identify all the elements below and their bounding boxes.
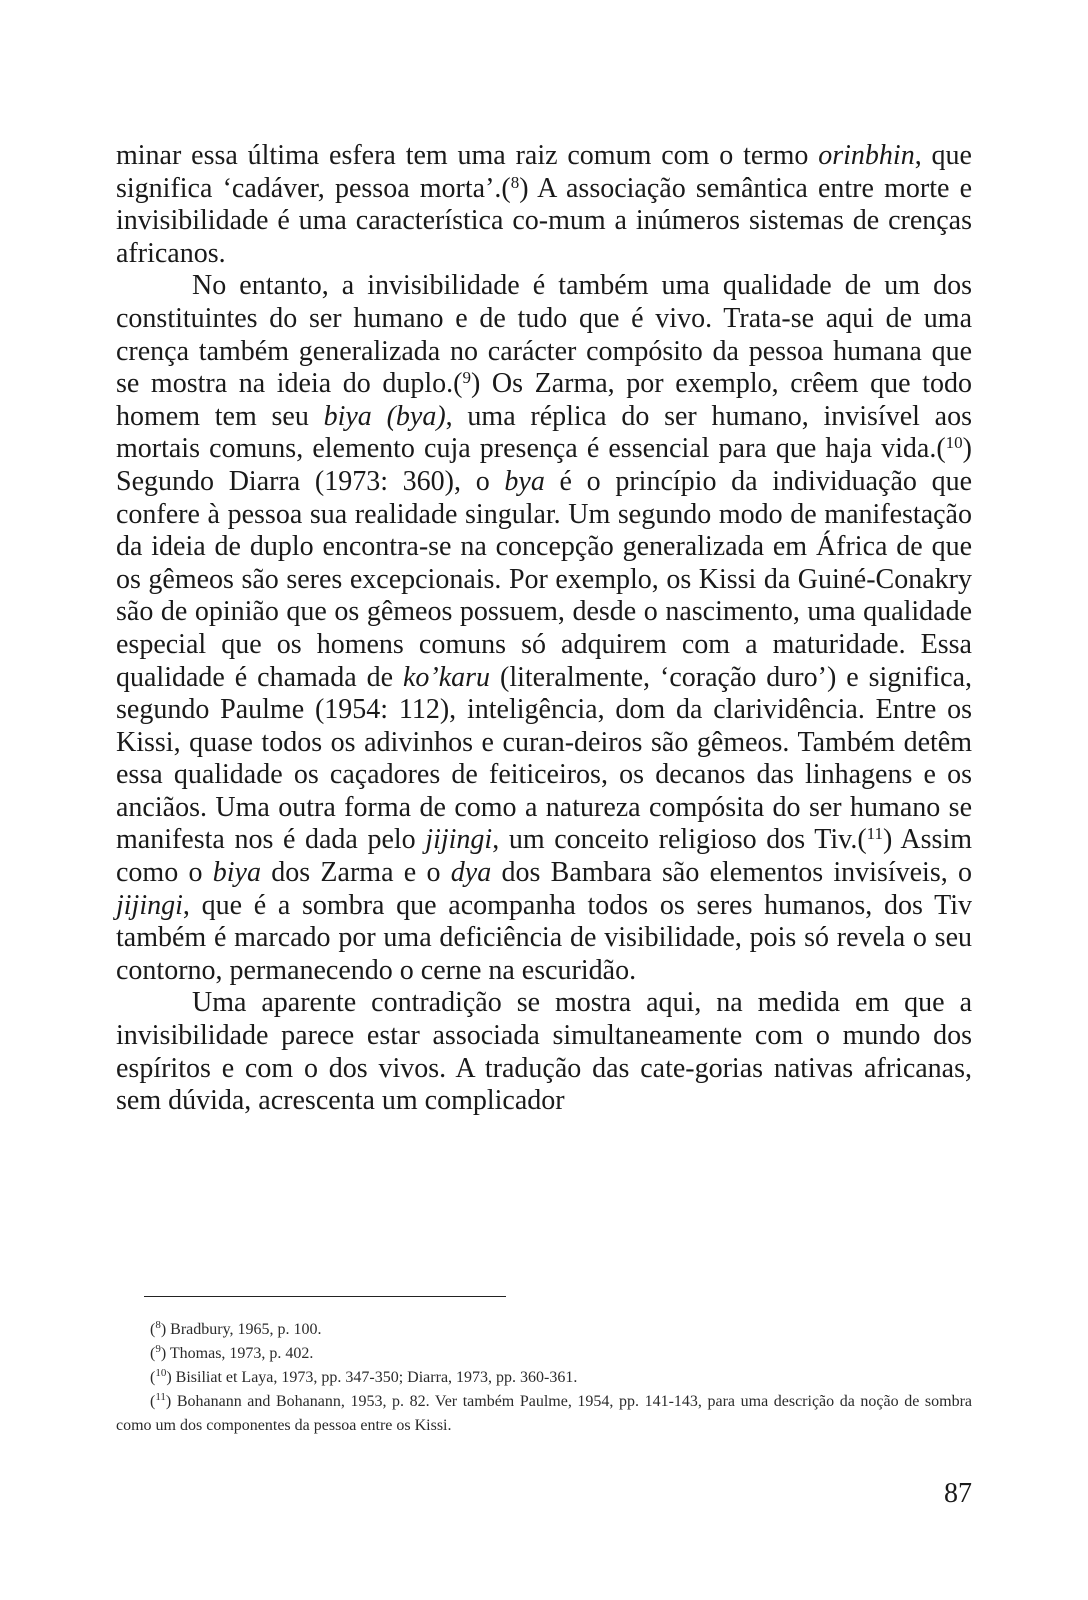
- text-run: No entanto, a invisibilidade é também uma qualidade de um dos constituintes do ser humano e de tudo que é vivo. Trata-se aqui de uma crença também generalizada no carácter compósito da pessoa humana que se mostra na ideia do duplo.(: [116, 270, 972, 400]
- text-run: ) Segundo Diarra (1973: 360), o: [116, 433, 972, 497]
- footnote-11: ($^{11}$) Bohanann and Bohanann, 1953, p. 82. Ver também Paulme, 1954, pp. 141-143, para uma descrição da noção de sombra como um dos componentes da pessoa entre os Kissi.: [116, 1391, 973, 1434]
- footnote-number: 9: [155, 1343, 161, 1355]
- text-run: ) Assim como o: [116, 824, 973, 889]
- text-run: dos Bambara são elementos invisíveis, o: [491, 857, 973, 889]
- text-run: ) Os Zarma, por exemplo, crêem que todo homem tem seu: [116, 368, 972, 432]
- footnote-ref: 11: [866, 824, 884, 844]
- footnote-9: ($^9$) Thomas, 1973, p. 402.: [150, 1343, 314, 1362]
- text-run: minar essa última esfera tem uma raiz comum com o termo: [116, 140, 819, 171]
- footnote-number: 11: [155, 1391, 166, 1403]
- footnote-text: Thomas, 1973, p. 402.: [169, 1345, 314, 1362]
- page-number: 87: [944, 1478, 972, 1509]
- footnote-number: 10: [155, 1367, 167, 1379]
- footnote-text: Bradbury, 1965, p. 100.: [170, 1321, 322, 1338]
- footnotes: [116, 1318, 972, 1438]
- italic-term: bya: [504, 465, 545, 497]
- footnote-divider: [144, 1296, 506, 1297]
- text-run: (literalmente, ‘coração duro’) e significa, segundo Paulme (1954: 112), inteligência, dom da clarividência. Entre os Kissi, quase todos os adivinhos e curan-deiros são gêmeos. Também detêm essa qualidade os caçadores de feiticeiros, os decanos das linhagens e os anciãos. Uma outra forma de como a natureza compósita do ser humano se manifesta nos é dada pelo: [116, 661, 973, 856]
- footnote-10: ($^{10}$) Bisiliat et Laya, 1973, pp. 347-350; Diarra, 1973, pp. 360-361.: [150, 1367, 578, 1386]
- page-body: [116, 140, 972, 1118]
- body-text: [116, 140, 972, 1118]
- paragraph-2: [116, 270, 972, 987]
- text-run: dos Zarma e o: [260, 857, 451, 889]
- italic-term: biya: [212, 857, 261, 889]
- text-run: , que significa ‘cadáver, pessoa morta’.(: [116, 140, 972, 204]
- footnote-text: Bisiliat et Laya, 1973, pp. 347-350; Diarra, 1973, pp. 360-361.: [175, 1369, 578, 1386]
- footnote-ref: 8: [510, 172, 520, 192]
- paragraph-1: [116, 140, 972, 270]
- paragraph-3: Uma aparente contradição se mostra aqui, na medida em que a invisibilidade parece estar associada simultaneamente com o mundo dos espíritos e com o dos vivos. A tradução das cate-gorias nativas africanas, sem dúvida, acrescenta um complicador: [116, 987, 972, 1117]
- footnote-text: Bohanann and Bohanann, 1953, p. 82. Ver também Paulme, 1954, pp. 141-143, para uma descrição da noção de sombra como um dos componentes da pessoa entre os Kissi.: [116, 1393, 973, 1434]
- italic-term: biya (bya): [323, 400, 446, 432]
- text-run: é o princípio da individuação que confere à pessoa sua realidade singular. Um segundo modo de manifestação da ideia de duplo encontra-se na concepção generalizada em África de que os gêmeos são seres excepcionais. Por exemplo, os Kissi da Guiné-Conakry são de opinião que os gêmeos possuem, desde o nascimento, uma qualidade especial que os homens comuns só adquirem com a maturidade. Essa qualidade é chamada de: [116, 465, 972, 693]
- italic-term: orinbhin: [818, 140, 915, 171]
- footnote-ref: 9: [462, 368, 471, 388]
- footnote-number: 8: [155, 1319, 161, 1331]
- text-run: , uma réplica do ser humano, invisível aos mortais comuns, elemento cuja presença é essencial para que haja vida.(: [116, 400, 972, 465]
- italic-term: jijingi: [425, 824, 493, 856]
- italic-term: dya: [450, 857, 492, 889]
- italic-term: jijingi: [116, 889, 183, 921]
- text-run: , que é a sombra que acompanha todos os seres humanos, dos Tiv também é marcado por uma deficiência de visibilidade, pois só revela o seu contorno, permanecendo o cerne na escuridão.: [116, 889, 972, 986]
- text-run: , um conceito religioso dos Tiv.(: [492, 824, 867, 856]
- italic-term: ko’karu: [402, 661, 491, 693]
- text-run: ) A associação semântica entre morte e invisibilidade é uma característica co-mum a inúmeros sistemas de crenças africanos.: [116, 172, 972, 269]
- footnote-8: ($^8$) Bradbury, 1965, p. 100.: [150, 1319, 322, 1338]
- footnote-ref: 10: [945, 433, 963, 453]
